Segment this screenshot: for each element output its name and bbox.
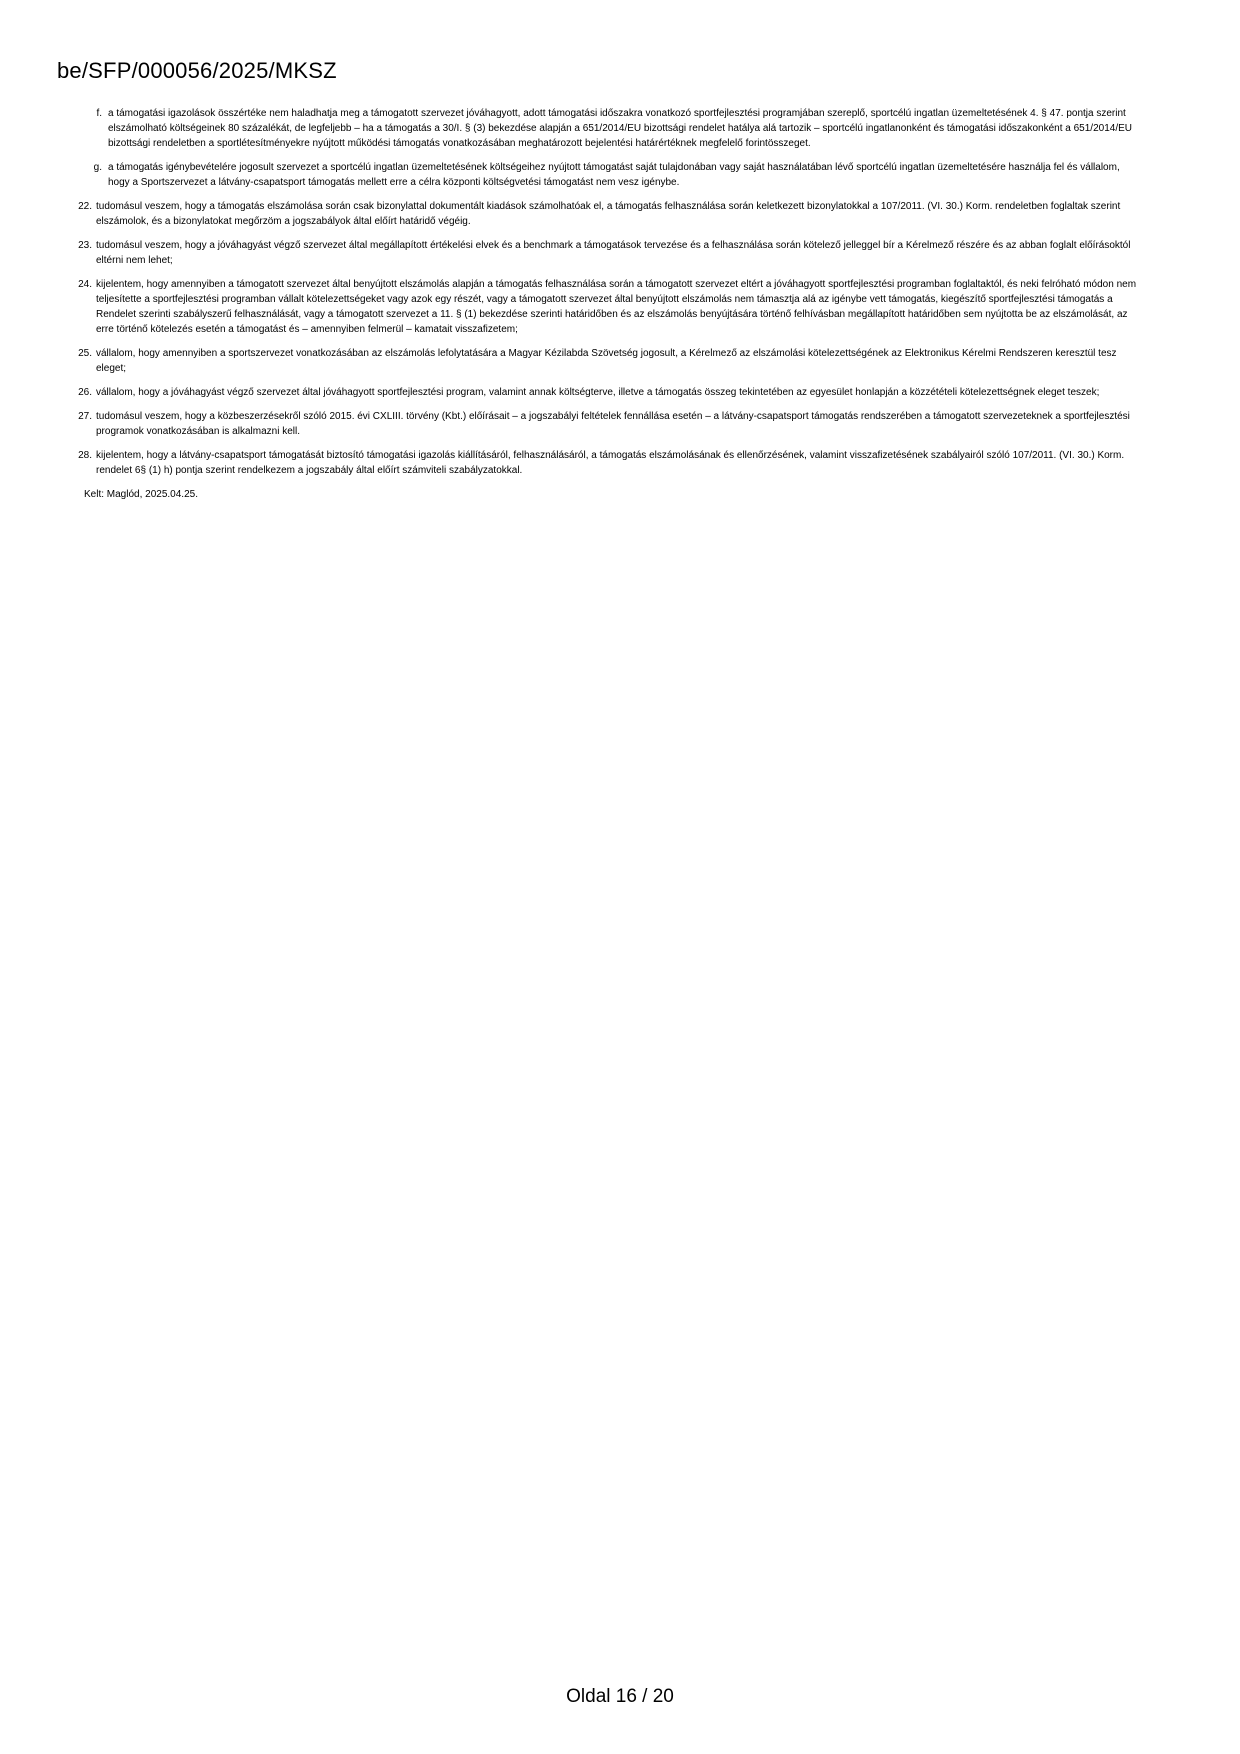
list-item-text: tudomásul veszem, hogy a támogatás elszámolása során csak bizonylattal dokumentált kiadások számolhatóak el, a támogatás felhasználása során keletkezett bizonylatokkal a 107/2011. (VI. 30.) Korm. rendeletben foglaltak szerint elszámolok, és a bizonylatokat megőrzöm a jogszabályok által előírt határidő végéig. — [96, 201, 1121, 227]
list-item-marker: g. — [93, 162, 102, 173]
list-item-marker: 26. — [78, 387, 92, 398]
list-item-f — [0, 106, 1240, 151]
list-item-marker: 22. — [78, 201, 92, 212]
list-item-text: kijelentem, hogy a látvány-csapatsport támogatását biztosító támogatási igazolás kiállításáról, felhasználásáról, a támogatás elszámolásának és ellenőrzésének, valamint visszafizetésének szabályairól szóló 107/2011. (VI. 30.) Korm. rendelet 6§ (1) h) pontja szerint rendelkezem a jogszabály által előírt számviteli szabályzatokkal. — [96, 450, 1125, 476]
list-item-27 — [0, 409, 1240, 439]
list-item-text: a támogatás igénybevételére jogosult szervezet a sportcélú ingatlan üzemeltetésének költségeihez nyújtott támogatást saját tulajdonában vagy saját használatában lévő sportcélú ingatlan üzemeltetésére használja fel és vállalom, hogy a Sportszervezet a látvány-csapatsport támogatás mellett erre a célra központi költségvetési támogatást nem vesz igénybe. — [108, 162, 1120, 188]
list-item-marker: 27. — [78, 411, 92, 422]
list-item-text: tudomásul veszem, hogy a jóváhagyást végző szervezet által megállapított értékelési elvek és a benchmark a támogatások tervezése és a felhasználása során kötelező jelleggel bír a Kérelmező részére és az abban foglalt előírásoktól eltérni nem lehet; — [96, 240, 1131, 266]
list-item-text: kijelentem, hogy amennyiben a támogatott szervezet által benyújtott elszámolás alapján a támogatás felhasználása során a támogatott szervezet eltért a jóváhagyott sportfejlesztési programban foglaltaktól, és neki felróható módon nem teljesítette a sportfejlesztési programban vállalt kötelezettségeket vagy azok egy részét, vagy a támogatott szervezet által benyújtott elszámolás nem támasztja alá az igénybe vett támogatás, kiegészítő sportfejlesztési támogatás a Rendelet szerinti szabályszerű felhasználását, vagy a támogatott szervezet a 11. § (1) bekezdése szerinti határidőben és az elszámolás benyújtására történő felhívásban megállapított határidőben sem nyújtotta be az elszámolását, az erre történő kötelezés esetén a támogatást és – amennyiben felmerül – kamatait visszafizetem; — [96, 279, 1137, 335]
list-item-marker: 25. — [78, 348, 92, 359]
document-id-header: be/SFP/000056/2025/MKSZ — [57, 58, 337, 83]
list-item-text: vállalom, hogy amennyiben a sportszervezet vonatkozásában az elszámolás lefolytatására a Magyar Kézilabda Szövetség jogosult, a Kérelmező az elszámolási kötelezettségének az Elektronikus Kérelmi Rendszeren keresztül tesz eleget; — [96, 348, 1117, 374]
list-item-25 — [0, 346, 1240, 376]
list-item-26 — [0, 385, 1240, 400]
list-item-text: vállalom, hogy a jóváhagyást végző szervezet által jóváhagyott sportfejlesztési program, valamint annak költségterve, illetve a támogatás összeg tekintetében az egyesület honlapján a közzétételi kötelezettségnek eleget teszek; — [96, 387, 1100, 398]
list-item-marker: 28. — [78, 450, 92, 461]
list-item-22 — [0, 199, 1240, 229]
list-item-23 — [0, 238, 1240, 268]
list-item-g — [0, 160, 1240, 190]
list-item-28 — [0, 448, 1240, 478]
declarations-list — [0, 106, 1240, 502]
list-item-24 — [0, 277, 1240, 337]
list-item-marker: f. — [96, 108, 102, 119]
page-number-footer: Oldal 16 / 20 — [566, 1686, 674, 1707]
list-item-text: a támogatási igazolások összértéke nem haladhatja meg a támogatott szervezet jóváhagyott, adott támogatási időszakra vonatkozó sportfejlesztési programjában szereplő, sportcélú ingatlan üzemeltetésének 4. § 47. pontja szerint elszámolható költségeinek 80 százalékát, de legfeljebb – ha a támogatás a 30/I. § (3) bekezdése alapján a 651/2014/EU bizottsági rendelet hatálya alá tartozik – sportcélú ingatlanonként és támogatási időszakonként a 651/2014/EU bizottsági rendeletben a sportlétesítményekre nyújtott működési támogatás vonatkozásában meghatározott bejelentési határértéknek megfelelő forintösszeget. — [108, 108, 1132, 149]
date-place-line: Kelt: Maglód, 2025.04.25. — [84, 489, 198, 500]
list-item-marker: 23. — [78, 240, 92, 251]
list-item-marker: 24. — [78, 279, 92, 290]
list-item-text: tudomásul veszem, hogy a közbeszerzésekről szóló 2015. évi CXLIII. törvény (Kbt.) előírásait – a jogszabályi feltételek fennállása esetén – a látvány-csapatsport támogatás rendszerében a támogatott szervezeteknek a sportfejlesztési programok vonatkozásában is alkalmazni kell. — [96, 411, 1130, 437]
